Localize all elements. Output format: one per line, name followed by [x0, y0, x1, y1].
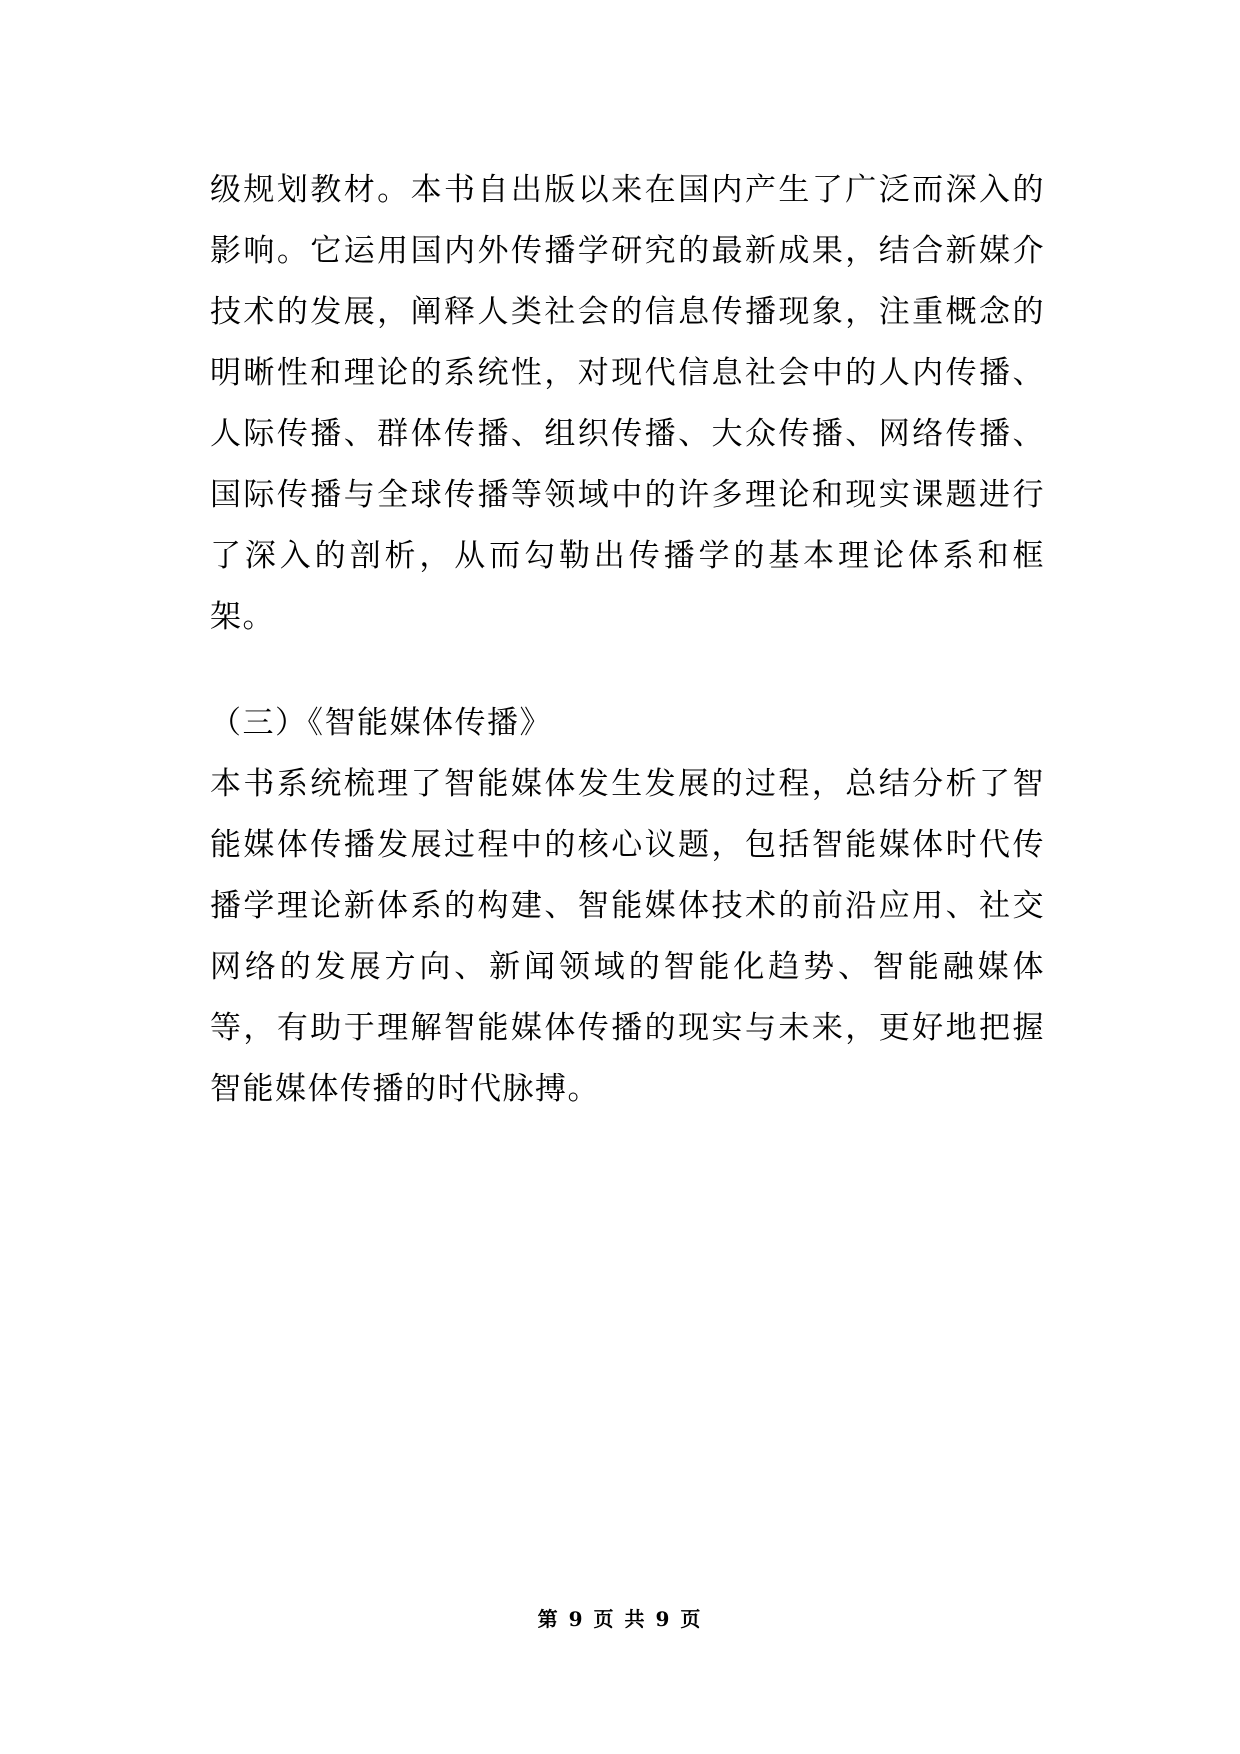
- body-paragraph-2: 本书系统梳理了智能媒体发生发展的过程，总结分析了智能媒体传播发展过程中的核心议题，包括智能媒体时代传播学理论新体系的构建、智能媒体技术的前沿应用、社交网络的发展方向、新闻领域的智能化趋势、智能融媒体等，有助于理解智能媒体传播的现实与未来，更好地把握智能媒体传播的时代脉搏。: [210, 766, 1045, 1107]
- page-number-footer: 第 9 页 共 9 页: [537, 1607, 703, 1631]
- body-paragraph-1: 级规划教材。本书自出版以来在国内产生了广泛而深入的影响。它运用国内外传播学研究的最新成果，结合新媒介技术的发展，阐释人类社会的信息传播现象，注重概念的明晰性和理论的系统性，对现代信息社会中的人内传播、人际传播、群体传播、组织传播、大众传播、网络传播、国际传播与全球传播等领域中的许多理论和现实课题进行了深入的剖析，从而勾勒出传播学的基本理论体系和框架。: [210, 172, 1045, 635]
- section-heading: （三）《智能媒体传播》: [210, 705, 552, 741]
